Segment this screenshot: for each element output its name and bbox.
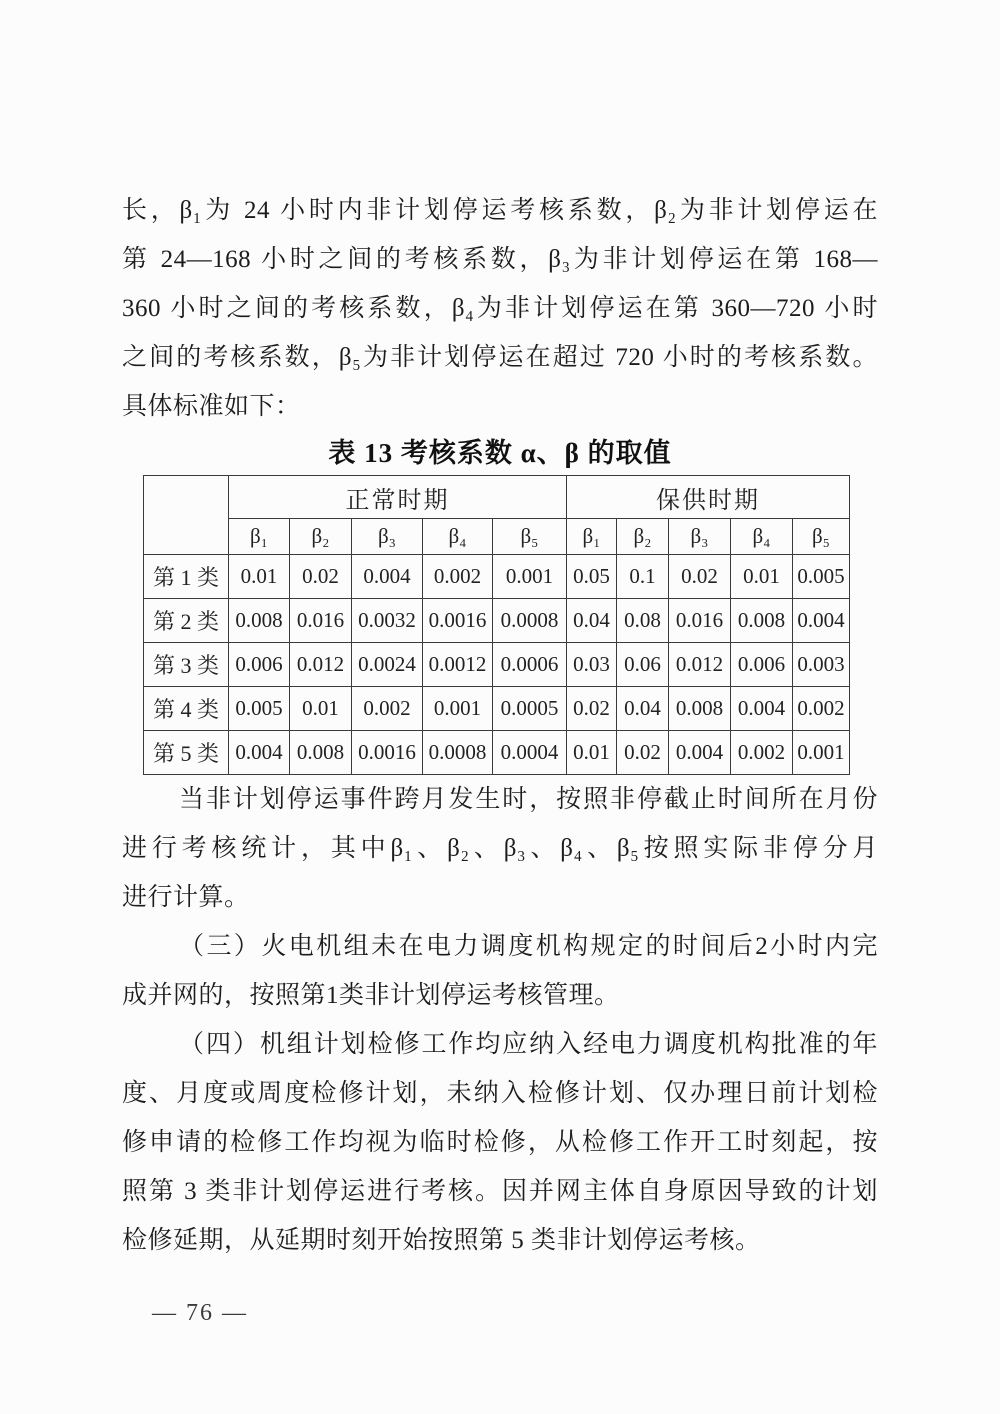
category-label: 第 1 类 — [144, 555, 229, 599]
value-cell: 0.002 — [793, 687, 850, 731]
category-label: 第 4 类 — [144, 687, 229, 731]
paragraph — [122, 1020, 878, 1265]
value-cell: 0.001 — [793, 731, 850, 775]
value-cell: 0.03 — [567, 643, 617, 687]
value-cell: 0.001 — [423, 687, 493, 731]
beta-column-header: β₂ — [290, 519, 352, 555]
value-cell: 0.06 — [617, 643, 669, 687]
text-line: （四）机组计划检修工作均应纳入经电力调度机构批准的年 — [179, 1031, 878, 1058]
value-cell: 0.004 — [793, 599, 850, 643]
value-cell: 0.0024 — [352, 643, 423, 687]
table-row — [144, 687, 850, 731]
beta-column-header: β₁ — [229, 519, 290, 555]
value-cell: 0.05 — [567, 555, 617, 599]
table-title: 表 13 考核系数 α、β 的取值 — [328, 438, 672, 468]
group-header-row — [144, 476, 850, 519]
text-line: 修申请的检修工作均视为临时检修，从检修工作开工时刻起，按 — [122, 1129, 878, 1156]
table-row — [144, 555, 850, 599]
value-cell: 0.01 — [731, 555, 793, 599]
beta-column-header: β₃ — [352, 519, 423, 555]
table-row — [144, 731, 850, 775]
text-line: 照第 3 类非计划停运进行考核。因并网主体自身原因导致的计划 — [122, 1178, 878, 1205]
value-cell: 0.01 — [290, 687, 352, 731]
text-line: （三）火电机组未在电力调度机构规定的时间后2小时内完 — [179, 933, 878, 960]
beta-column-header: β₄ — [423, 519, 493, 555]
page-number: — 76 — — [152, 1300, 248, 1326]
value-cell: 0.0004 — [493, 731, 567, 775]
value-cell: 0.04 — [567, 599, 617, 643]
table-row — [144, 643, 850, 687]
value-cell: 0.006 — [229, 643, 290, 687]
value-cell: 0.01 — [567, 731, 617, 775]
text-line: 360 小时之间的考核系数，β₄为非计划停运在第 360—720 小时 — [122, 295, 878, 322]
category-label: 第 3 类 — [144, 643, 229, 687]
value-cell: 0.016 — [290, 599, 352, 643]
value-cell: 0.003 — [793, 643, 850, 687]
beta-column-header: β₁ — [567, 519, 617, 555]
value-cell: 0.004 — [731, 687, 793, 731]
value-cell: 0.002 — [731, 731, 793, 775]
body-paragraphs — [122, 775, 878, 1265]
value-cell: 0.0032 — [352, 599, 423, 643]
category-label: 第 2 类 — [144, 599, 229, 643]
intro-paragraphs — [122, 186, 878, 431]
text-line: 第 24—168 小时之间的考核系数，β₃为非计划停运在第 168— — [122, 246, 878, 273]
category-label: 第 5 类 — [144, 731, 229, 775]
value-cell: 0.1 — [617, 555, 669, 599]
value-cell: 0.02 — [567, 687, 617, 731]
value-cell: 0.002 — [423, 555, 493, 599]
group-header-supply-period: 保供时期 — [567, 476, 850, 519]
value-cell: 0.0012 — [423, 643, 493, 687]
paragraph — [122, 775, 878, 922]
value-cell: 0.006 — [731, 643, 793, 687]
page-content — [122, 186, 878, 1265]
corner-cell — [144, 476, 229, 555]
value-cell: 0.02 — [669, 555, 731, 599]
beta-column-header: β₅ — [493, 519, 567, 555]
value-cell: 0.08 — [617, 599, 669, 643]
paragraph — [122, 922, 878, 1020]
text-line: 进行计算。 — [122, 884, 250, 911]
value-cell: 0.02 — [617, 731, 669, 775]
group-header-normal-period: 正常时期 — [229, 476, 567, 519]
coefficient-table — [143, 475, 850, 775]
value-cell: 0.0016 — [423, 599, 493, 643]
text-line: 之间的考核系数，β₅为非计划停运在超过 720 小时的考核系数。 — [122, 344, 878, 371]
value-cell: 0.008 — [731, 599, 793, 643]
beta-column-header: β₅ — [793, 519, 850, 555]
value-cell: 0.01 — [229, 555, 290, 599]
table-row — [144, 599, 850, 643]
value-cell: 0.008 — [229, 599, 290, 643]
value-cell: 0.004 — [669, 731, 731, 775]
value-cell: 0.0006 — [493, 643, 567, 687]
text-line: 进行考核统计，其中β₁、β₂、β₃、β₄、β₅按照实际非停分月 — [122, 835, 878, 862]
value-cell: 0.0005 — [493, 687, 567, 731]
value-cell: 0.0008 — [493, 599, 567, 643]
value-cell: 0.005 — [793, 555, 850, 599]
value-cell: 0.04 — [617, 687, 669, 731]
value-cell: 0.012 — [669, 643, 731, 687]
value-cell: 0.0016 — [352, 731, 423, 775]
table-body — [144, 555, 850, 775]
text-line: 具体标准如下： — [122, 393, 301, 420]
text-line: 度、月度或周度检修计划，未纳入检修计划、仅办理日前计划检 — [122, 1080, 878, 1107]
value-cell: 0.004 — [229, 731, 290, 775]
value-cell: 0.004 — [352, 555, 423, 599]
value-cell: 0.001 — [493, 555, 567, 599]
subheader-row — [144, 519, 850, 555]
text-line: 长，β₁为 24 小时内非计划停运考核系数，β₂为非计划停运在 — [122, 197, 878, 224]
value-cell: 0.008 — [290, 731, 352, 775]
value-cell: 0.002 — [352, 687, 423, 731]
value-cell: 0.016 — [669, 599, 731, 643]
value-cell: 0.02 — [290, 555, 352, 599]
value-cell: 0.0008 — [423, 731, 493, 775]
paragraph — [122, 186, 878, 431]
beta-column-header: β₄ — [731, 519, 793, 555]
beta-column-header: β₃ — [669, 519, 731, 555]
text-line: 当非计划停运事件跨月发生时，按照非停截止时间所在月份 — [179, 786, 878, 813]
value-cell: 0.005 — [229, 687, 290, 731]
text-line: 检修延期，从延期时刻开始按照第 5 类非计划停运考核。 — [122, 1227, 761, 1254]
value-cell: 0.008 — [669, 687, 731, 731]
beta-column-header: β₂ — [617, 519, 669, 555]
value-cell: 0.012 — [290, 643, 352, 687]
text-line: 成并网的，按照第1类非计划停运考核管理。 — [122, 982, 620, 1009]
